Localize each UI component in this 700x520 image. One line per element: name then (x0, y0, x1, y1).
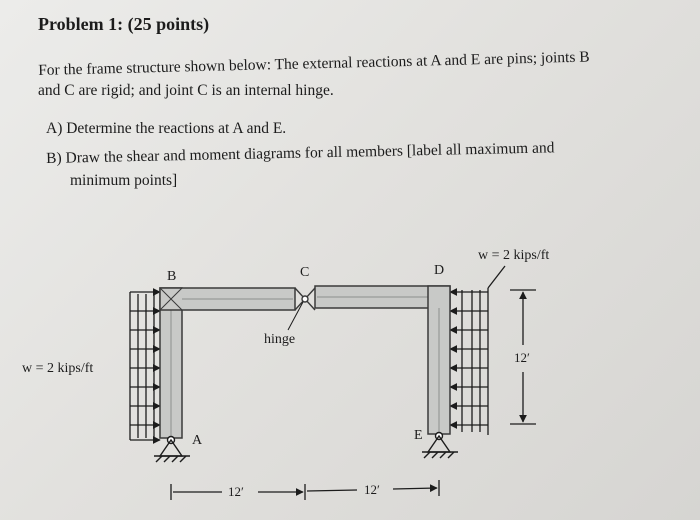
right-load-label: w = 2 kips/ft (478, 248, 550, 263)
left-load-label: w = 2 kips/ft (22, 361, 94, 376)
problem-intro-line-2: and C are rigid; and joint C is an internal hinge. (38, 82, 334, 99)
right-distributed-load (450, 266, 505, 435)
part-a-text: A) Determine the reactions at A and E. (46, 120, 287, 137)
problem-title: Problem 1: (25 points) (38, 14, 210, 34)
hinge-label: hinge (264, 332, 296, 347)
pin-support-e (422, 433, 458, 459)
member-de (428, 286, 450, 434)
joint-label-a: A (192, 433, 203, 448)
height-dimension-label: 12′ (514, 350, 530, 365)
problem-intro-line-1: For the frame structure shown below: The external reactions at A and E are pins; joints B (38, 48, 590, 79)
joint-label-e: E (414, 428, 423, 443)
joint-label-c: C (300, 265, 310, 280)
span-left-dimension-label: 12′ (228, 484, 244, 499)
left-distributed-load (130, 292, 160, 440)
member-bc (160, 288, 295, 310)
joint-label-b: B (167, 269, 177, 284)
joint-label-d: D (434, 263, 445, 278)
span-right-dimension-label: 12′ (364, 482, 380, 497)
part-b-text-line-1: B) Draw the shear and moment diagrams for all members [label all maximum and (46, 139, 555, 167)
span-dimensions (171, 480, 439, 500)
part-b-text-line-2: minimum points] (70, 172, 178, 189)
